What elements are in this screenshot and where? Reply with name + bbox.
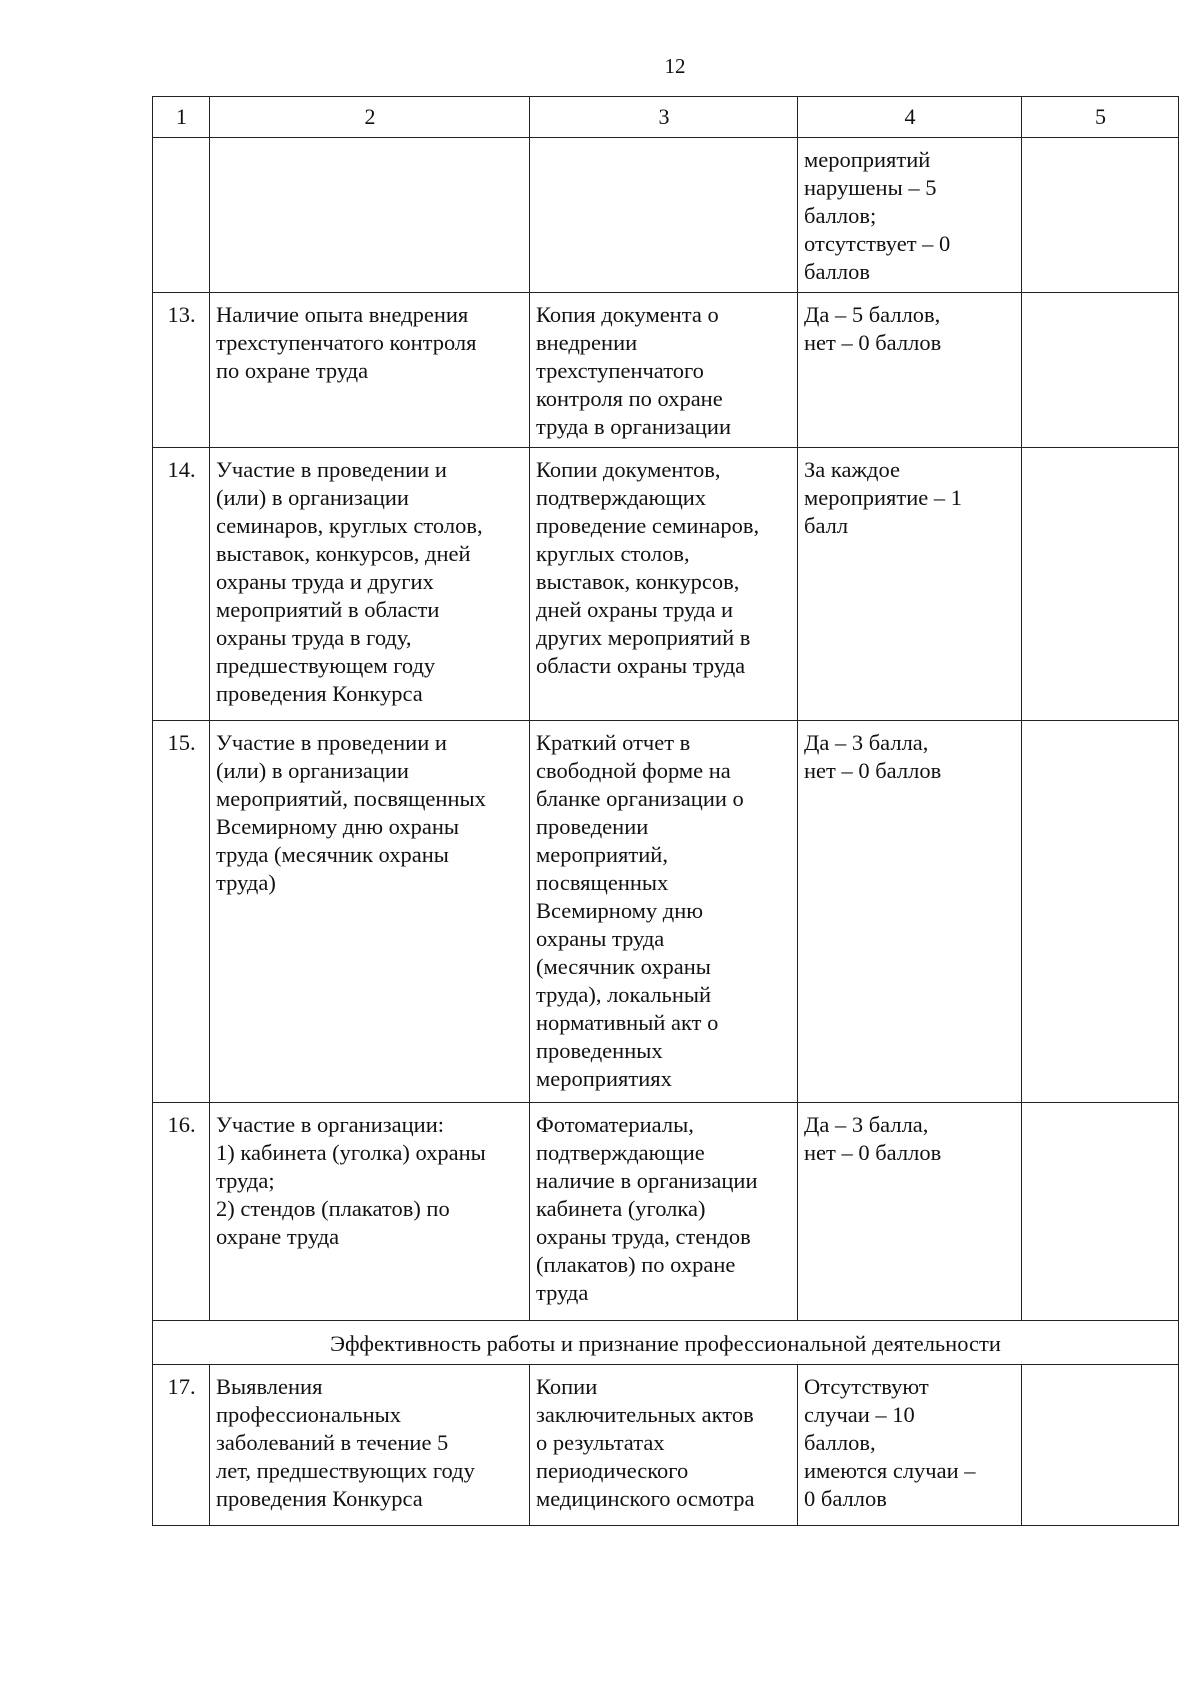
column-5-cell bbox=[1022, 1103, 1179, 1321]
score-cell: мероприятий нарушены – 5 баллов; отсутствует – 0 баллов bbox=[798, 138, 1022, 293]
column-5-cell bbox=[1022, 293, 1179, 448]
score-cell: Да – 5 баллов, нет – 0 баллов bbox=[798, 293, 1022, 448]
document-cell: Фотоматериалы, подтверждающие наличие в организации кабинета (уголка) охраны труда, стендов (плакатов) по охране труда bbox=[530, 1103, 798, 1321]
header-cell-3: 3 bbox=[530, 97, 798, 138]
header-cell-1: 1 bbox=[153, 97, 210, 138]
table-row-14 bbox=[153, 448, 1179, 721]
criterion-cell: Участие в проведении и (или) в организации мероприятий, посвященных Всемирному дню охраны труда (месячник охраны труда) bbox=[210, 721, 530, 1103]
row-number: 17. bbox=[153, 1365, 210, 1526]
row-number: 13. bbox=[153, 293, 210, 448]
column-5-cell bbox=[1022, 1365, 1179, 1526]
criteria-table bbox=[152, 96, 1179, 1526]
criterion-cell: Участие в организации: 1) кабинета (уголка) охраны труда; 2) стендов (плакатов) по охране труда bbox=[210, 1103, 530, 1321]
section-title: Эффективность работы и признание профессиональной деятельности bbox=[153, 1321, 1179, 1365]
table-row-13 bbox=[153, 293, 1179, 448]
criterion-cell: Наличие опыта внедрения трехступенчатого контроля по охране труда bbox=[210, 293, 530, 448]
score-cell: Отсутствуют случаи – 10 баллов, имеются случаи – 0 баллов bbox=[798, 1365, 1022, 1526]
document-cell: Копия документа о внедрении трехступенчатого контроля по охране труда в организации bbox=[530, 293, 798, 448]
score-cell: Да – 3 балла, нет – 0 баллов bbox=[798, 721, 1022, 1103]
column-5-cell bbox=[1022, 138, 1179, 293]
row-number: 14. bbox=[153, 448, 210, 721]
table-row-16 bbox=[153, 1103, 1179, 1321]
table-header-row bbox=[153, 97, 1179, 138]
criterion-cell: Участие в проведении и (или) в организации семинаров, круглых столов, выставок, конкурсов, дней охраны труда и других мероприятий в области охраны труда в году, предшествующем году проведения Конкурса bbox=[210, 448, 530, 721]
row-number bbox=[153, 138, 210, 293]
table-row-17 bbox=[153, 1365, 1179, 1526]
document-cell: Копии заключительных актов о результатах периодического медицинского осмотра bbox=[530, 1365, 798, 1526]
row-number: 15. bbox=[153, 721, 210, 1103]
section-heading-row bbox=[153, 1321, 1179, 1365]
score-cell: За каждое мероприятие – 1 балл bbox=[798, 448, 1022, 721]
header-cell-2: 2 bbox=[210, 97, 530, 138]
document-cell bbox=[530, 138, 798, 293]
row-number: 16. bbox=[153, 1103, 210, 1321]
criterion-cell: Выявления профессиональных заболеваний в течение 5 лет, предшествующих году проведения Конкурса bbox=[210, 1365, 530, 1526]
page-number: 12 bbox=[664, 54, 686, 78]
header-cell-4: 4 bbox=[798, 97, 1022, 138]
column-5-cell bbox=[1022, 721, 1179, 1103]
header-cell-5: 5 bbox=[1022, 97, 1179, 138]
document-cell: Копии документов, подтверждающих проведение семинаров, круглых столов, выставок, конкурсов, дней охраны труда и других мероприятий в области охраны труда bbox=[530, 448, 798, 721]
score-cell: Да – 3 балла, нет – 0 баллов bbox=[798, 1103, 1022, 1321]
document-cell: Краткий отчет в свободной форме на бланке организации о проведении мероприятий, посвященных Всемирному дню охраны труда (месячник охраны труда), локальный нормативный акт о проведенных мероприятиях bbox=[530, 721, 798, 1103]
column-5-cell bbox=[1022, 448, 1179, 721]
criterion-cell bbox=[210, 138, 530, 293]
table-row-continuation bbox=[153, 138, 1179, 293]
table-row-15 bbox=[153, 721, 1179, 1103]
